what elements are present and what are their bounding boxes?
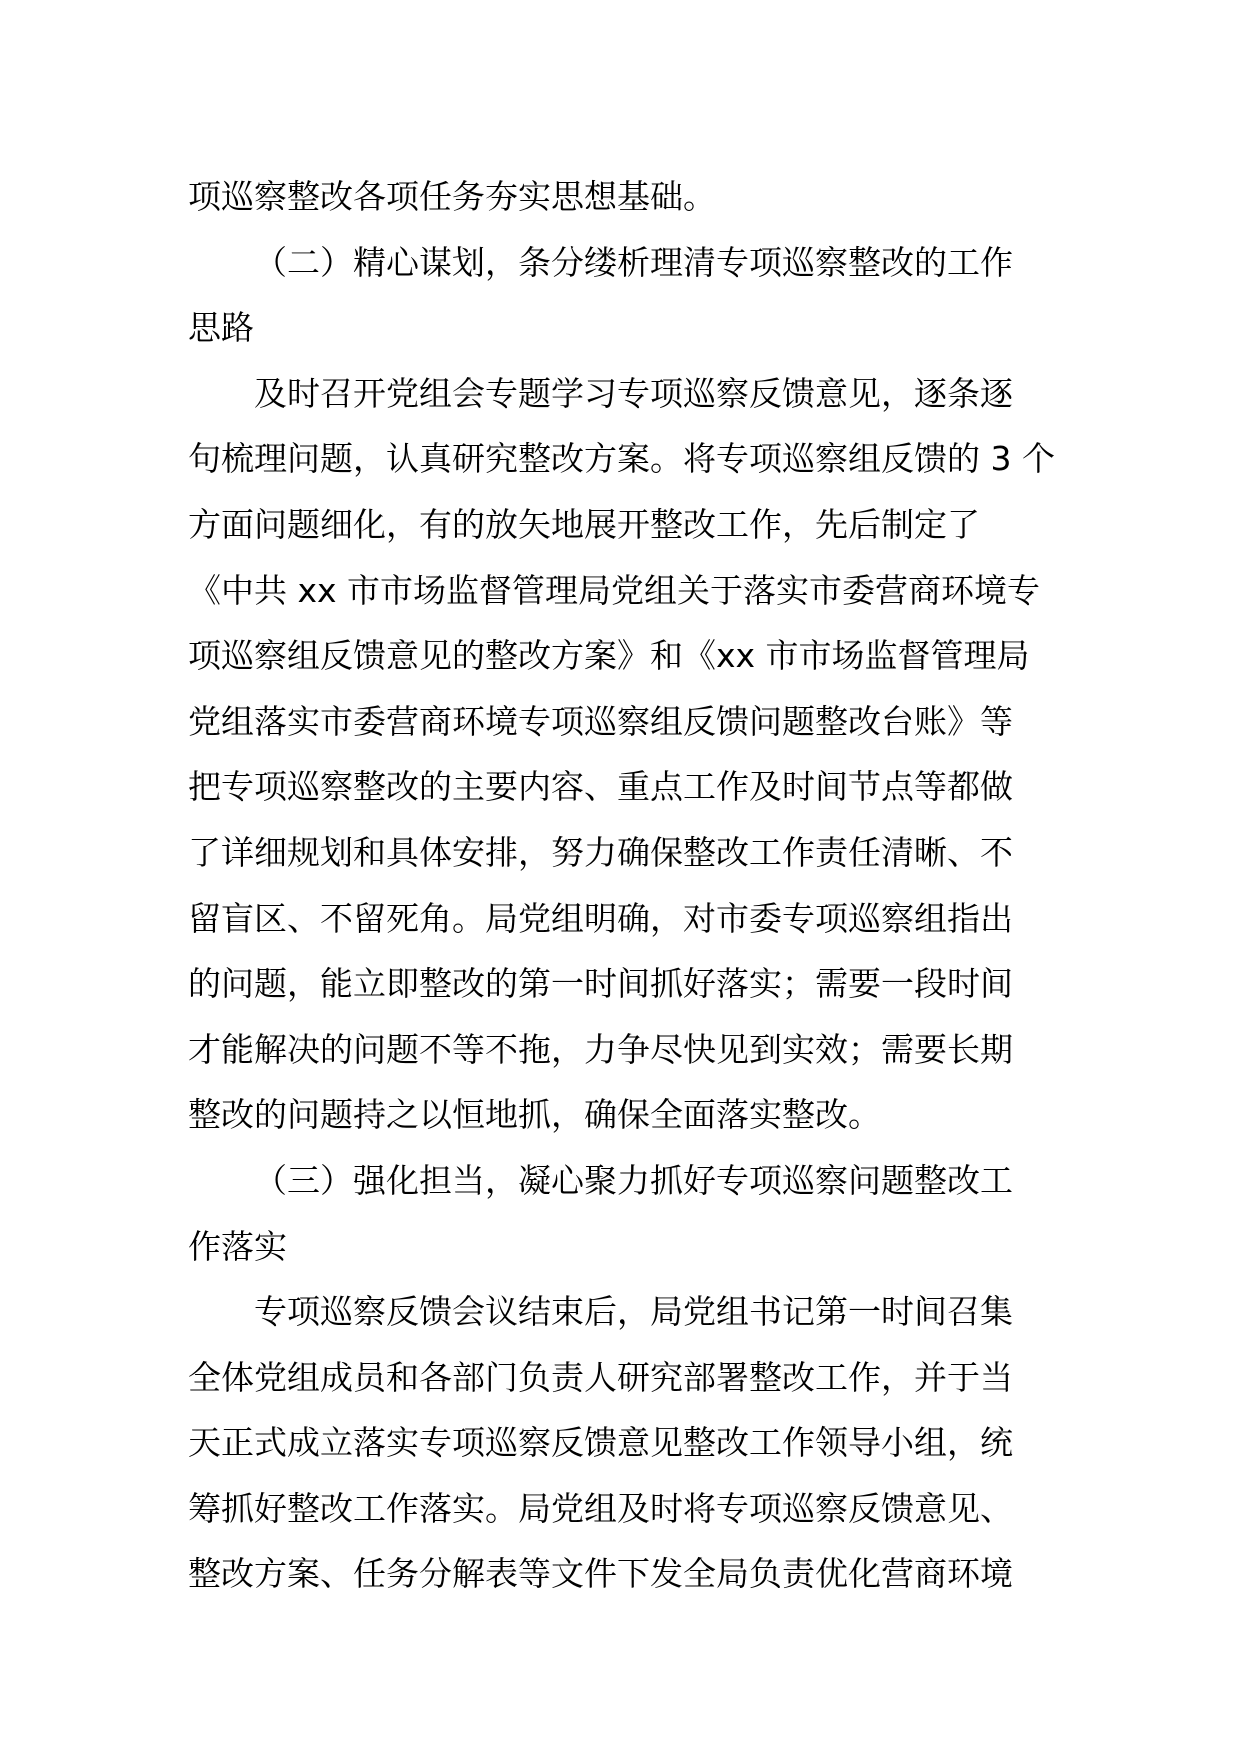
text-line: 才能解决的问题不等不拖，力争尽快见到实效；需要长期 [188,1029,1013,1069]
text-line: 留盲区、不留死角。局党组明确，对市委专项巡察组指出 [188,898,1013,938]
text-line: 整改的问题持之以恒地抓，确保全面落实整改。 [188,1095,881,1135]
text-line: 专项巡察反馈会议结束后，局党组书记第一时间召集 [254,1292,1013,1332]
text-line: （三）强化担当，凝心聚力抓好专项巡察问题整改工 [254,1160,1013,1200]
text-line: 的问题，能立即整改的第一时间抓好落实；需要一段时间 [188,964,1013,1004]
text-line: 作落实 [188,1226,287,1266]
text-line: 党组落实市委营商环境专项巡察组反馈问题整改台账》等 [188,701,1013,741]
text-line: 思路 [188,308,254,348]
text-line: 方面问题细化，有的放矢地展开整改工作，先后制定了 [188,504,980,544]
text-line: 及时召开党组会专题学习专项巡察反馈意见，逐条逐 [254,373,1013,413]
document-body [188,164,1058,1607]
text-line: （二）精心谋划，条分缕析理清专项巡察整改的工作 [254,242,1013,282]
text-line: 句梳理问题，认真研究整改方案。将专项巡察组反馈的 3 个 [188,439,1055,479]
text-line: 全体党组成员和各部门负责人研究部署整改工作，并于当 [188,1357,1013,1397]
text-line: 整改方案、任务分解表等文件下发全局负责优化营商环境 [188,1554,1013,1594]
text-line: 筹抓好整改工作落实。局党组及时将专项巡察反馈意见、 [188,1488,1013,1528]
text-line: 天正式成立落实专项巡察反馈意见整改工作领导小组，统 [188,1423,1013,1463]
text-line: 《中共 xx 市市场监督管理局党组关于落实市委营商环境专 [188,570,1041,610]
text-line: 项巡察整改各项任务夯实思想基础。 [188,177,716,216]
text-line: 把专项巡察整改的主要内容、重点工作及时间节点等都做 [188,767,1013,807]
text-line: 项巡察组反馈意见的整改方案》和《xx 市市场监督管理局 [188,636,1030,676]
text-line: 了详细规划和具体安排，努力确保整改工作责任清晰、不 [188,832,1013,872]
